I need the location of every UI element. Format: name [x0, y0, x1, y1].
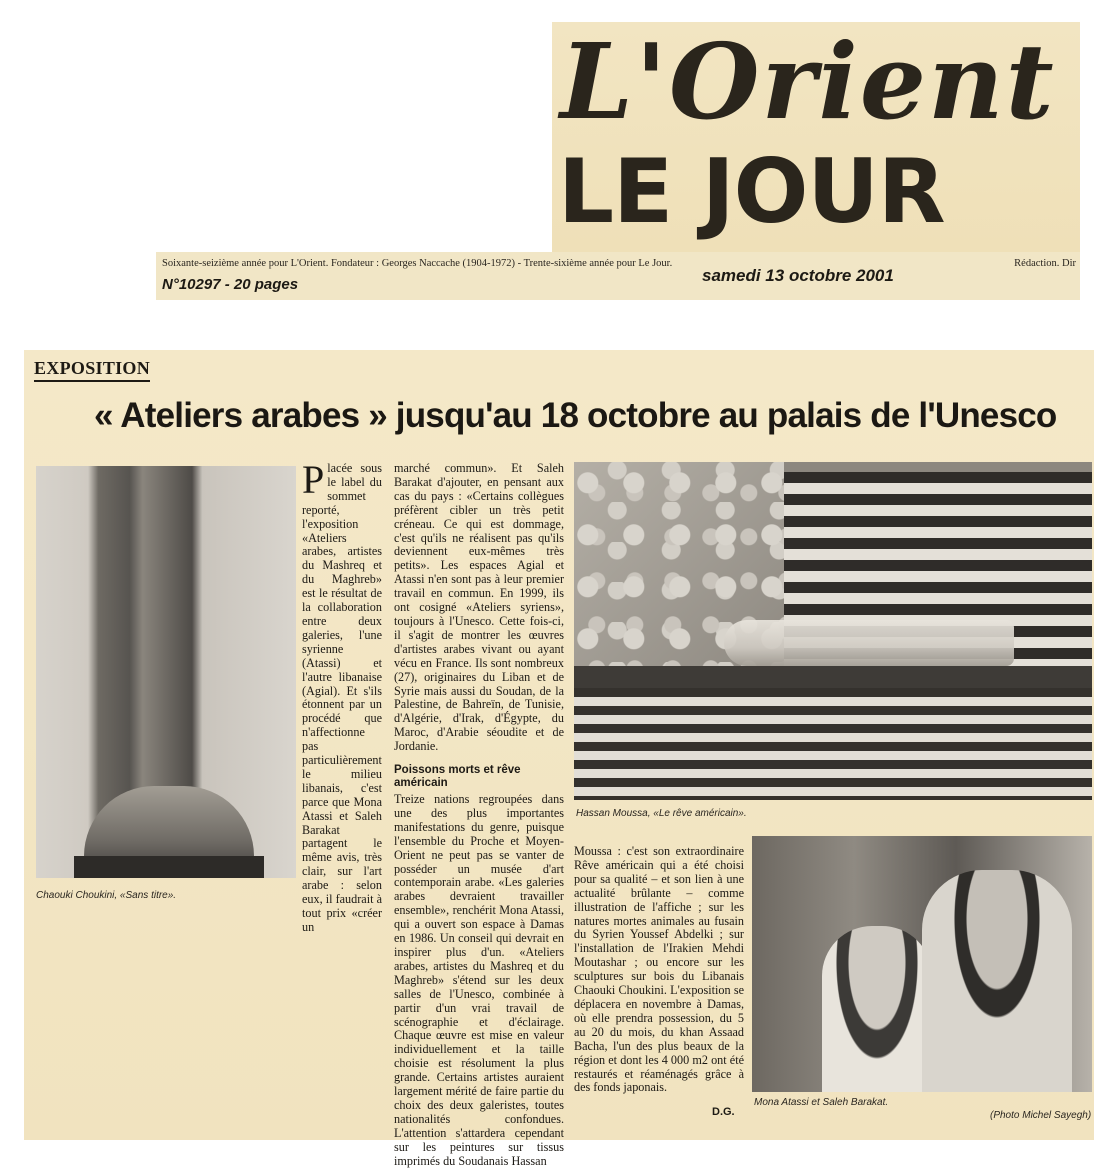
column-2-body-top: marché commun». Et Saleh Barakat d'ajouter, en pensant aux cas du pays : «Certains collègues préfèrent cibler un très petit créneau. Ce qui est dommage, c'est qu'ils ne réalisent pas qu'ils deviennent eux-mêmes très petits». Les espaces Agial et Atassi n'en sont pas à leur premier travail en commun. En 1999, ils ont cosigné «Ateliers syriens», toujours à l'Unesco. Cette fois-ci, il s'agit de montrer les œuvres d'artistes arabes vivant ou ayant vécu en France. Ils sont nombreux (27), originaires du Liban et de Syrie mais aussi du Soudan, de la Palestine, de Bahreïn, de Tunisie, d'Algérie, d'Irak, d'Égypte, du Maroc, d'Arabie séoudite et de Jordanie. — [394, 461, 564, 754]
photo-credit: (Photo Michel Sayegh) — [990, 1110, 1092, 1121]
section-rubric: EXPOSITION — [34, 358, 150, 382]
portrait-photo — [752, 836, 1092, 1092]
sculpture-base — [74, 856, 264, 878]
painting-figure — [724, 620, 1014, 666]
newspaper-logo-jour: LE JOUR — [558, 140, 945, 243]
painting-flag-stripes-bottom — [574, 688, 1092, 800]
redaction-label: Rédaction. Dir — [1014, 258, 1076, 269]
article-headline: « Ateliers arabes » jusqu'au 18 octobre au palais de l'Unesco — [94, 396, 1057, 435]
issue-date: samedi 13 octobre 2001 — [702, 266, 894, 285]
masthead-clipping — [552, 22, 1080, 252]
caption-sculpture: Chaouki Choukini, «Sans titre». — [36, 890, 177, 901]
article-clipping — [24, 350, 1094, 1168]
painting-photo — [574, 462, 1092, 800]
portrait-man — [922, 870, 1072, 1092]
portrait-woman — [822, 926, 932, 1092]
text-column-2 — [394, 462, 564, 1169]
caption-painting: Hassan Moussa, «Le rêve américain». — [576, 808, 747, 819]
sculpture-photo — [36, 466, 296, 878]
founder-line: Soixante-seizième année pour L'Orient. Fondateur : Georges Naccache (1904-1972) - Trente-sixième année pour Le Jour. — [162, 258, 673, 269]
article-subhead: Poissons morts et rêve américain — [394, 764, 521, 789]
dateline-clipping — [156, 252, 1080, 300]
author-signature: D.G. — [712, 1106, 735, 1118]
column-3-body: Moussa : c'est son extraordinaire Rêve américain qui a été choisi pour sa qualité – et son lien à une actualité brûlante – comme illustration de l'affiche ; sur les natures mortes animales au fusain du Syrien Youssef Abdelki ; sur l'installation de l'Irakien Mehdi Moutashar ; ou encore sur les sculptures sur bois du Libanais Chaouki Choukini. L'exposition se déplacera en novembre à Damas, où elle prendra possession, du 5 au 20 du mois, du khan Assaad Bacha, l'un des plus beaux de la région et dont les 4 000 m2 ont été restaurés et réaménagés grâce à des fonds japonais. — [574, 844, 744, 1095]
column-1-body: lacée sous le label du sommet reporté, l'exposition «Ateliers arabes, artistes du Mashreq et du Maghreb» est le résultat de la collaboration entre deux galeries, l'une syrienne (Atassi) et l'autre libanaise (Agial). Et s'ils étonnent par un procédé que n'affectionne pas particulièrement le milieu libanais, c'est parce que Mona Atassi et Saleh Barakat partagent le même avis, très clair, sur l'art arabe : selon eux, il faudrait à tout prix «créer un — [302, 461, 382, 934]
newspaper-logo-orient: L'Orient — [560, 20, 1056, 143]
caption-portrait: Mona Atassi et Saleh Barakat. — [754, 1097, 889, 1108]
text-column-1 — [302, 457, 382, 935]
painting-table — [574, 666, 1092, 688]
text-column-3 — [574, 845, 744, 1095]
column-2-body-bottom: Treize nations regroupées dans une des plus importantes manifestations du genre, puisque l'ensemble du Proche et Moyen-Orient ne peut pas se vanter de posséder un musée d'art contemporain arabe. «Les galeries arabes devraient travailler ensemble», renchérit Mona Atassi, qui a ouvert son espace à Damas en 1986. Un conseil qui devrait en inspirer plus d'un. «Ateliers arabes, artistes du Mashreq et du Maghreb» s'étend sur les deux salles de l'Unesco, combinée à partir d'un vrai travail de scénographie et d'éclairage. Chaque œuvre est mise en valeur individuellement et la taille choisie est résolument la plus grande. Certains artistes auraient largement mérité de faire partie du choix des deux galeristes, toutes nationalités confondues. L'attention s'attardera cependant sur les peintures sur tissus imprimés du Soudanais Hassan — [394, 792, 564, 1168]
drop-cap: P — [302, 457, 325, 502]
issue-number: N°10297 - 20 pages — [162, 276, 299, 293]
